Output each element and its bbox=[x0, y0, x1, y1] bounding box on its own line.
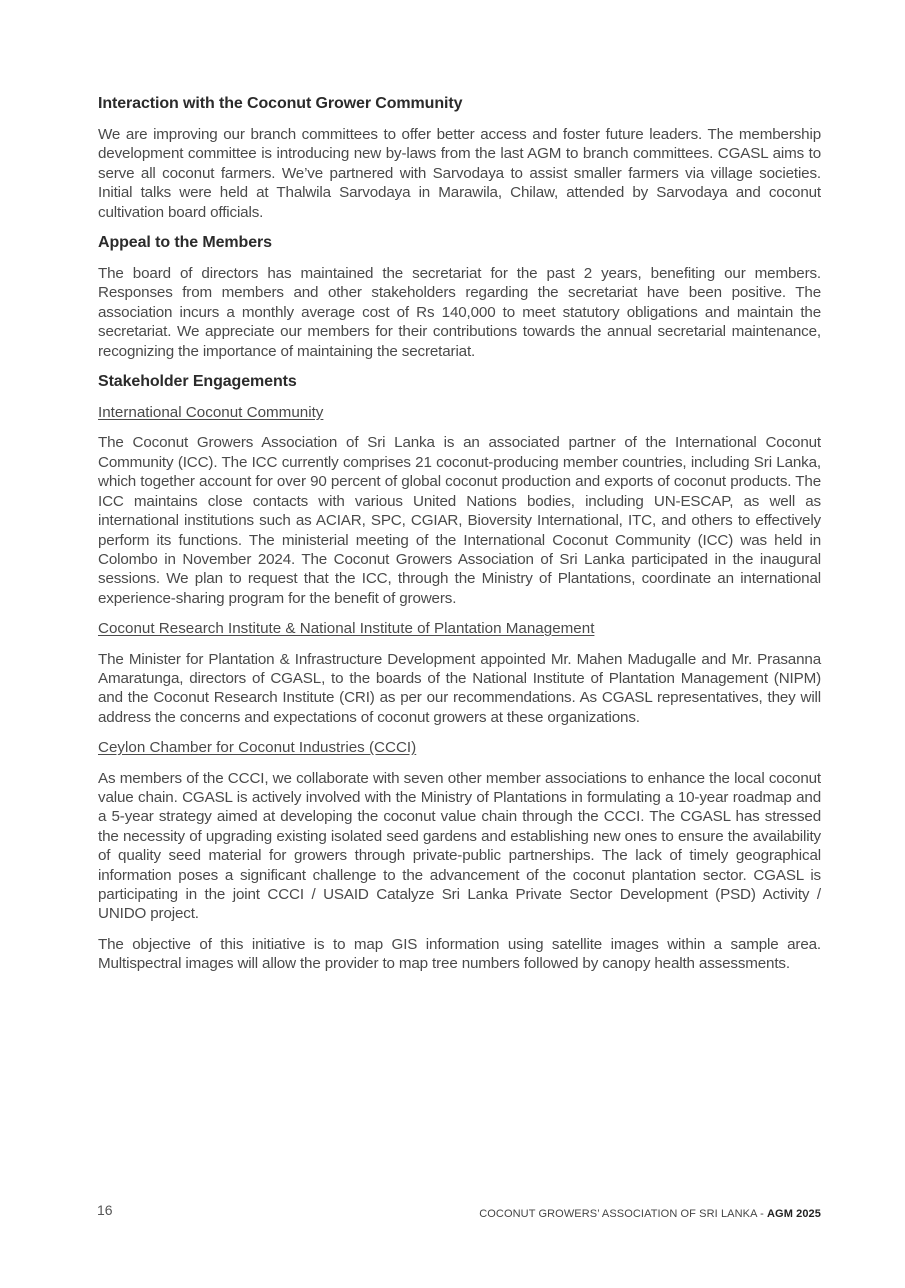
subsection-title-ccci: Ceylon Chamber for Coconut Industries (CCCI) bbox=[98, 739, 417, 757]
subsection-title-cri-nipm: Coconut Research Institute & National Institute of Plantation Management bbox=[98, 620, 595, 638]
page-footer bbox=[479, 1208, 821, 1220]
section-appeal-members bbox=[98, 233, 821, 361]
paragraph: The objective of this initiative is to map GIS information using satellite images within a sample area. Multispectral images will allow the provider to map tree numbers followed by canopy health assessments. bbox=[98, 935, 821, 973]
paragraph: The Coconut Growers Association of Sri Lanka is an associated partner of the International Coconut Community (ICC). The ICC currently comprises 21 coconut-producing member countries, including Sri Lanka, which together account for over 90 percent of global coconut production and exports of coconut products. The ICC maintains close contacts with various United Nations bodies, including UN-ESCAP, as well as international institutions such as ACIAR, SPC, CGIAR, Bioversity International, ITC, and others to effectively perform its functions. The ministerial meeting of the International Coconut Community (ICC) was held in Colombo in November 2024. The Coconut Growers Association of Sri Lanka participated in the inaugural sessions. We plan to request that the ICC, through the Ministry of Plantations, coordinate an international experience-sharing program for the benefit of growers. bbox=[98, 434, 821, 607]
paragraph: The board of directors has maintained the secretariat for the past 2 years, benefiting our members. Responses from members and other stakeholders regarding the secretariat have been positive. The association incurs a monthly average cost of Rs 140,000 to meet statutory obligations and maintain the secretariat. We appreciate our members for their contributions towards the annual secretarial maintenance, recognizing the importance of maintaining the secretariat. bbox=[98, 265, 821, 360]
paragraph: As members of the CCCI, we collaborate with seven other member associations to enhance the local coconut value chain. CGASL is actively involved with the Ministry of Plantations in formulating a 10-year roadmap and a 5-year strategy aimed at developing the coconut value chain through the CCCI. The CGASL has stressed the necessity of upgrading existing isolated seed gardens and establishing new ones to ensure the availability of quality seed material for growers through private-public partnerships. The lack of timely geographical information poses a significant challenge to the advancement of the coconut plantation sector. CGASL is participating in the joint CCCI / USAID Catalyze Sri Lanka Private Sector Development (PSD) Activity / UNIDO project. bbox=[98, 769, 821, 923]
footer-event: AGM 2025 bbox=[767, 1208, 821, 1220]
footer-org: COCONUT GROWERS’ ASSOCIATION OF SRI LANKA - bbox=[479, 1208, 767, 1220]
section-grower-community bbox=[98, 94, 821, 222]
section-heading: Interaction with the Coconut Grower Community bbox=[98, 95, 463, 112]
page-content bbox=[98, 94, 821, 985]
section-stakeholder-engagements bbox=[98, 372, 821, 974]
page-number: 16 bbox=[97, 1202, 113, 1218]
section-heading: Stakeholder Engagements bbox=[98, 373, 297, 391]
subsection-title-icc: International Coconut Community bbox=[98, 404, 324, 422]
paragraph: We are improving our branch committees to offer better access and foster future leaders. The membership development committee is introducing new by-laws from the last AGM to branch committees. CGASL aims to serve all coconut farmers. We’ve partnered with Sarvodaya to assist smaller farmers via village societies. Initial talks were held at Thalwila Sarvodaya in Marawila, Chilaw, attended by Sarvodaya and coconut cultivation board officials. bbox=[98, 126, 821, 221]
section-heading: Appeal to the Members bbox=[98, 234, 272, 252]
paragraph: The Minister for Plantation & Infrastructure Development appointed Mr. Mahen Madugalle and Mr. Prasanna Amaratunga, directors of CGASL, to the boards of the National Institute of Plantation Management (NIPM) and the Coconut Research Institute (CRI) as per our recommendations. As CGASL representatives, they will address the concerns and expectations of coconut growers at these organizations. bbox=[98, 650, 821, 726]
